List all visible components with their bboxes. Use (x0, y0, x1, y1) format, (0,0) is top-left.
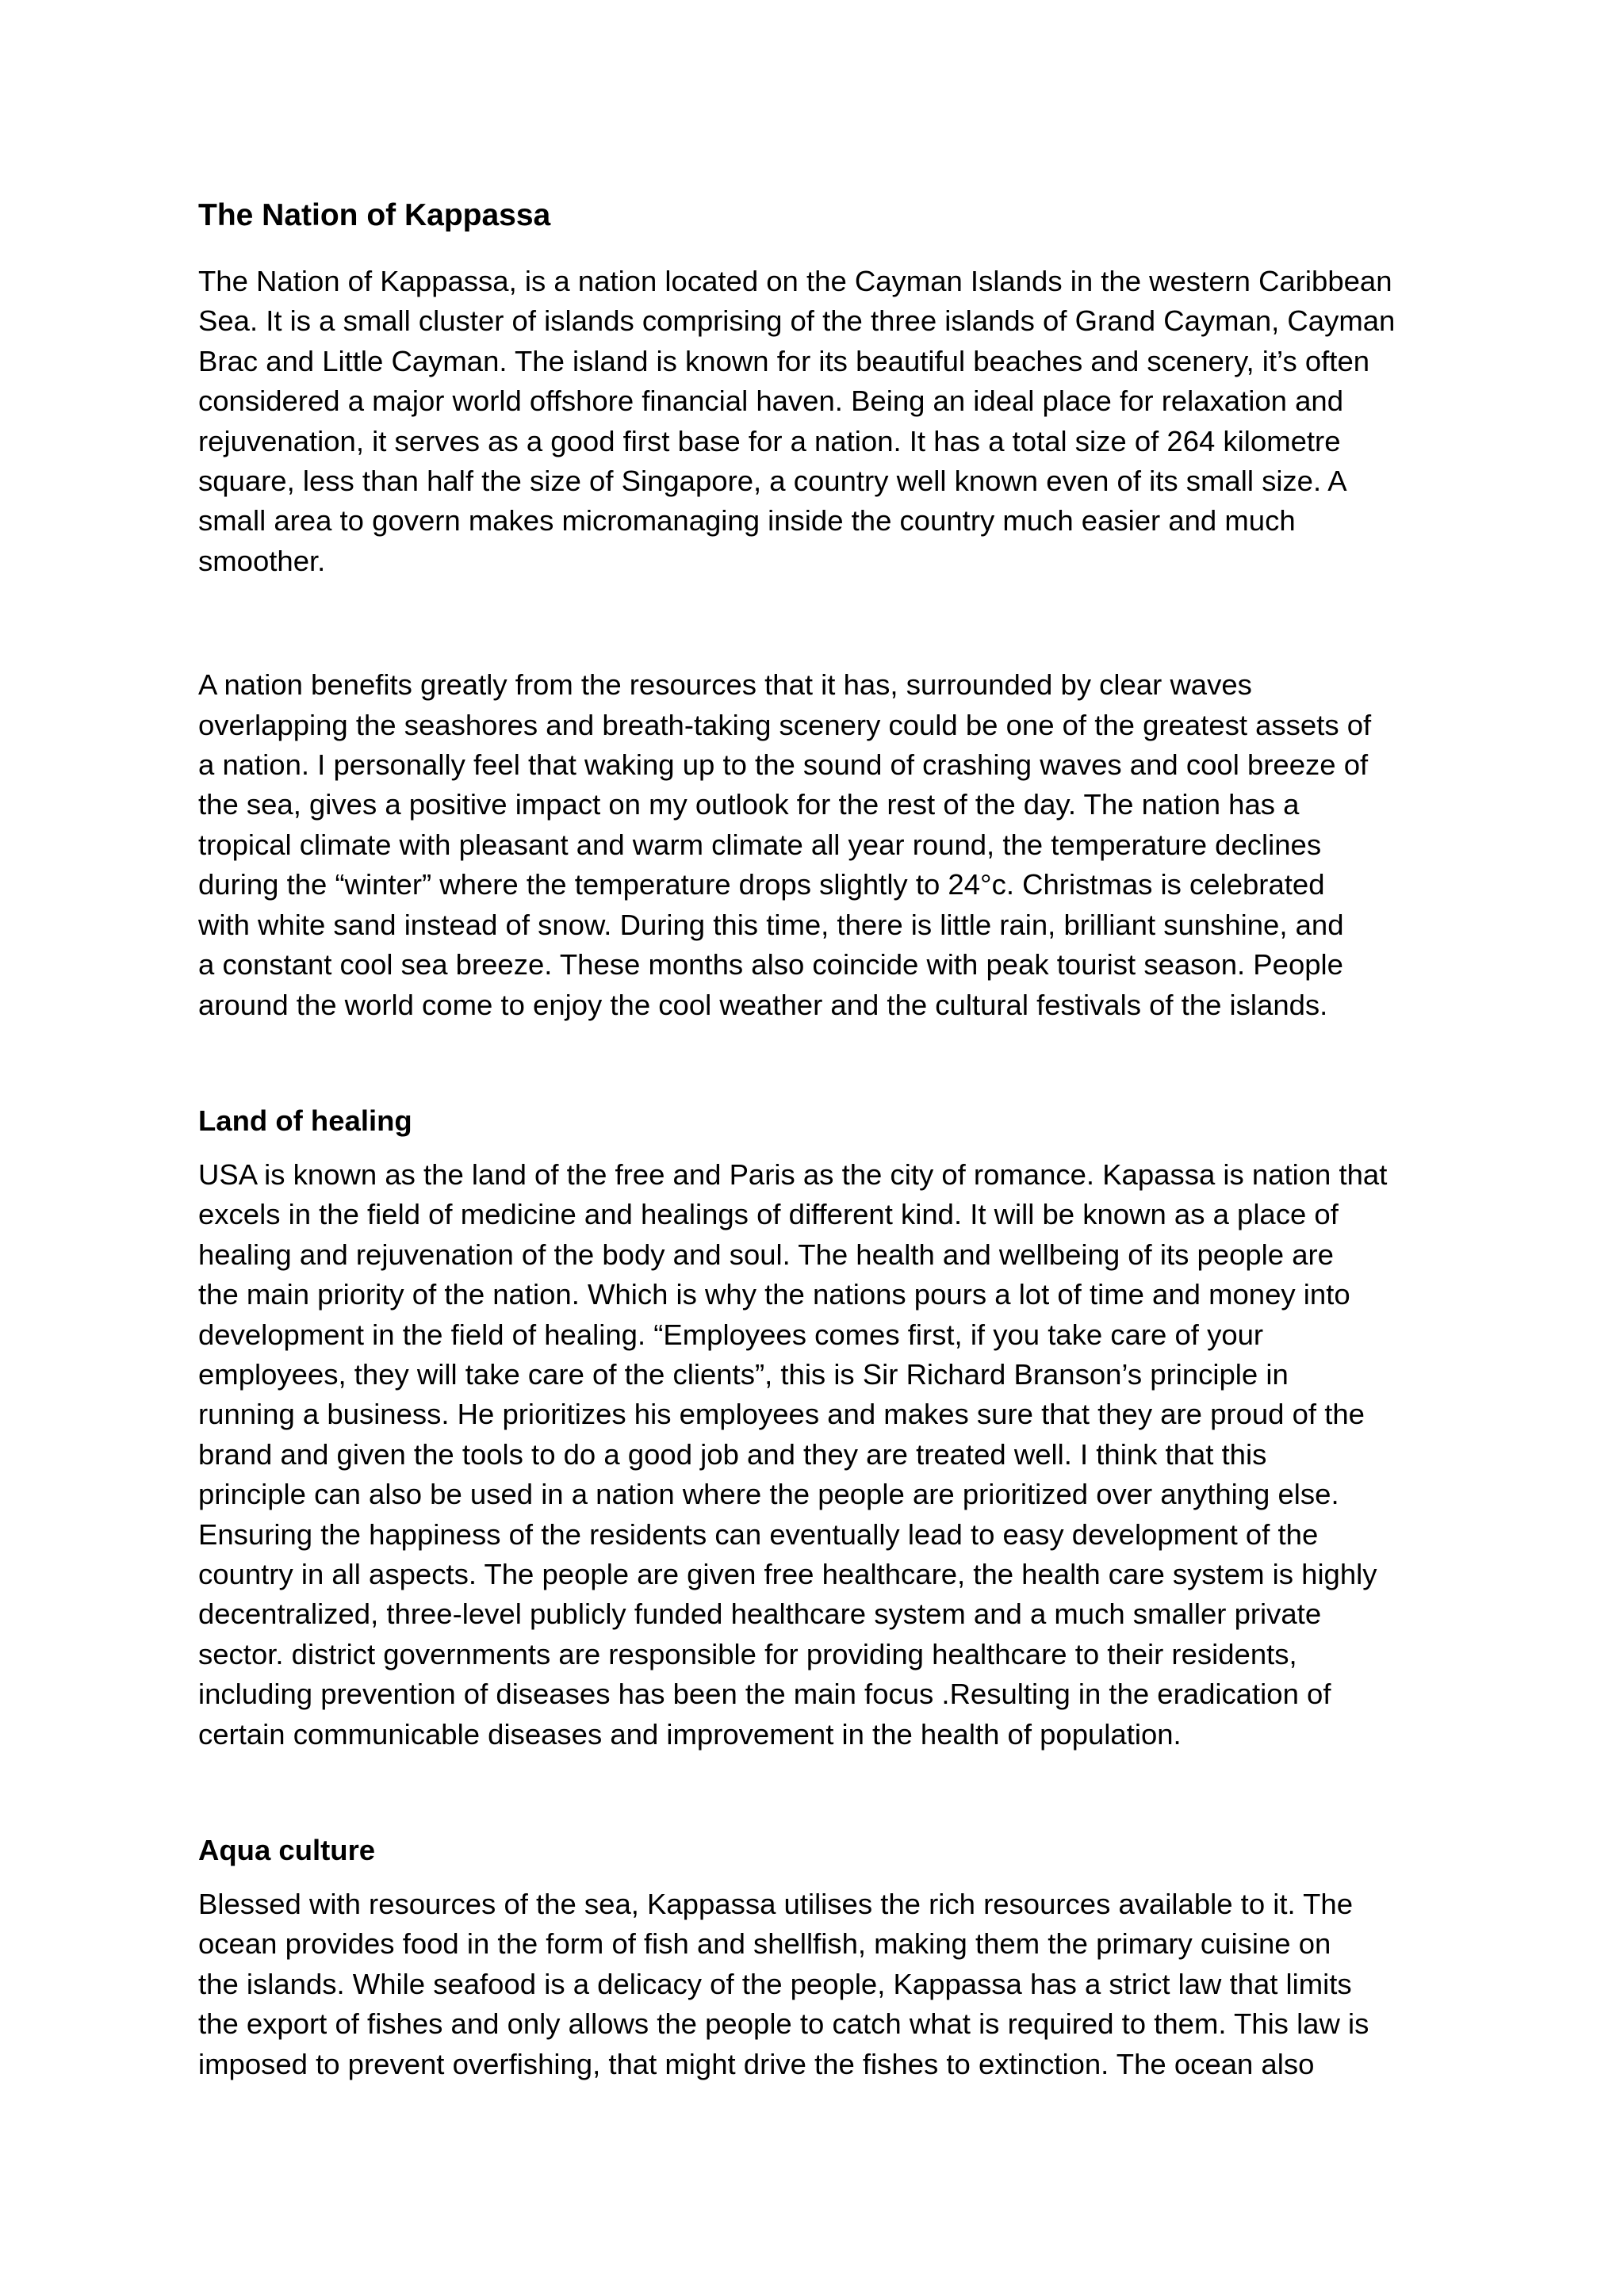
text-line: healing and rejuvenation of the body and soul. The health and wellbeing of its people are (198, 1238, 1334, 1271)
text-line: around the world come to enjoy the cool weather and the cultural festivals of the islands. (198, 988, 1328, 1021)
text-line: with white sand instead of snow. During this time, there is little rain, brilliant sunshine, and (198, 908, 1344, 941)
text-line: sector. district governments are responsible for providing healthcare to their residents, (198, 1637, 1297, 1670)
intro-paragraph (198, 262, 1443, 581)
text-line: development in the field of healing. “Employees comes first, if you take care of your (198, 1318, 1264, 1351)
text-line: principle can also be used in a nation where the people are prioritized over anything else. (198, 1478, 1339, 1511)
text-line: a nation. I personally feel that waking up to the sound of crashing waves and cool breeze of (198, 748, 1369, 782)
text-line: Blessed with resources of the sea, Kappassa utilises the rich resources available to it. The (198, 1888, 1354, 1920)
section-spacer (198, 1755, 1443, 1831)
text-line: overlapping the seashores and breath-taking scenery could be one of the greatest assets of (198, 708, 1372, 741)
text-line: running a business. He prioritizes his employees and makes sure that they are proud of the (198, 1398, 1365, 1431)
text-line: country in all aspects. The people are given free healthcare, the health care system is highly (198, 1557, 1377, 1590)
text-line: including prevention of diseases has been the main focus .Resulting in the eradication of (198, 1678, 1331, 1711)
document-title: The Nation of Kappassa (198, 198, 551, 232)
text-line: USA is known as the land of the free and Paris as the city of romance. Kapassa is nation that (198, 1158, 1388, 1191)
paragraph-spacer (198, 581, 1443, 665)
aqua-culture-paragraph (198, 1885, 1443, 2084)
section-spacer (198, 1025, 1443, 1101)
text-line: brand and given the tools to do a good job and they are treated well. I think that this (198, 1437, 1267, 1471)
text-line: considered a major world offshore financial haven. Being an ideal place for relaxation and (198, 385, 1343, 418)
text-line: the sea, gives a positive impact on my outlook for the rest of the day. The nation has a (198, 788, 1300, 821)
text-line: small area to govern makes micromanaging inside the country much easier and much (198, 504, 1296, 538)
text-line: during the “winter” where the temperature drops slightly to 24°c. Christmas is celebrated (198, 868, 1325, 901)
text-line: square, less than half the size of Singapore, a country well known even of its small size. A (198, 465, 1347, 498)
text-line: the islands. While seafood is a delicacy of the people, Kappassa has a strict law that limits (198, 1967, 1352, 2000)
document-body (198, 193, 1443, 2084)
text-line: employees, they will take care of the clients”, this is Sir Richard Branson’s principle in (198, 1357, 1289, 1391)
text-line: imposed to prevent overfishing, that might drive the fishes to extinction. The ocean also (198, 2047, 1315, 2080)
text-line: tropical climate with pleasant and warm climate all year round, the temperature declines (198, 828, 1322, 861)
text-line: the export of fishes and only allows the people to catch what is required to them. This law is (198, 2007, 1369, 2041)
text-line: ocean provides food in the form of fish and shellfish, making them the primary cuisine on (198, 1927, 1331, 1961)
text-line: Ensuring the happiness of the residents can eventually lead to easy development of the (198, 1517, 1319, 1551)
text-line: Brac and Little Cayman. The island is known for its beautiful beaches and scenery, it’s often (198, 344, 1370, 377)
section-heading-healing: Land of healing (198, 1104, 412, 1137)
text-line: rejuvenation, it serves as a good first base for a nation. It has a total size of 264 kilometre (198, 424, 1341, 457)
text-line: The Nation of Kappassa, is a nation located on the Cayman Islands in the western Caribbean (198, 265, 1392, 297)
section-heading-aqua-culture: Aqua culture (198, 1834, 376, 1866)
text-line: excels in the field of medicine and healings of different kind. It will be known as a place of (198, 1198, 1339, 1231)
resources-paragraph (198, 665, 1443, 1025)
text-line: certain communicable diseases and improvement in the health of population. (198, 1717, 1182, 1751)
healing-paragraph (198, 1155, 1443, 1755)
text-line: Sea. It is a small cluster of islands comprising of the three islands of Grand Cayman, Cayman (198, 304, 1396, 338)
text-line: the main priority of the nation. Which is why the nations pours a lot of time and money into (198, 1278, 1350, 1311)
text-line: smoother. (198, 544, 326, 577)
text-line: A nation benefits greatly from the resources that it has, surrounded by clear waves (198, 668, 1252, 702)
text-line: a constant cool sea breeze. These months also coincide with peak tourist season. People (198, 948, 1343, 982)
text-line: decentralized, three-level publicly funded healthcare system and a much smaller private (198, 1598, 1322, 1631)
